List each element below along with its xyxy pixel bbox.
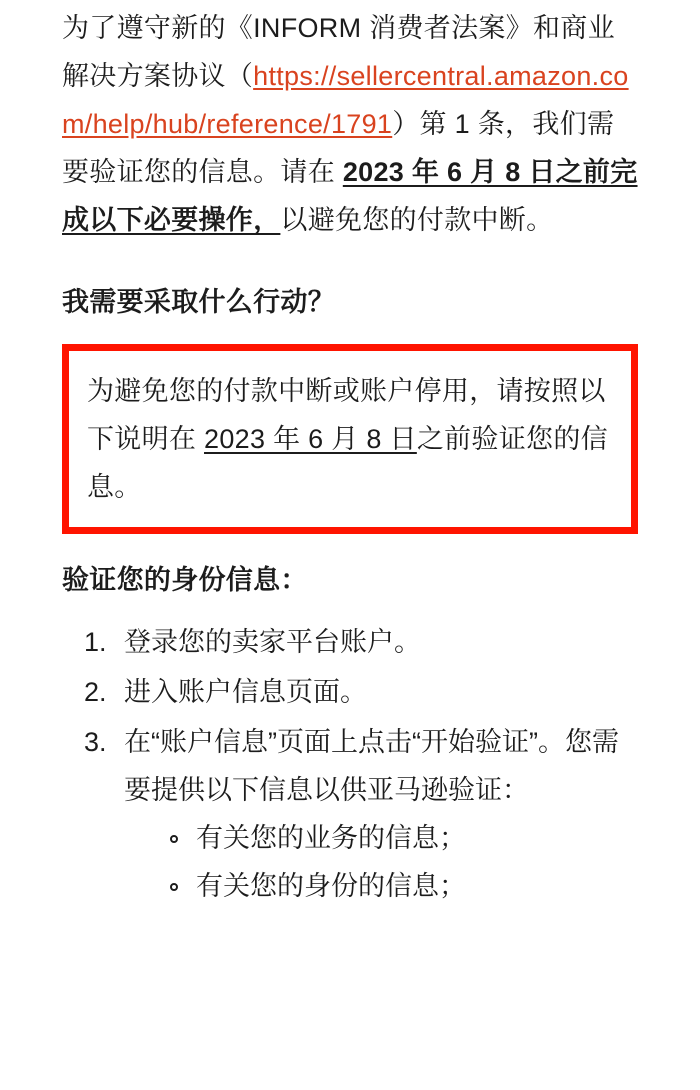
highlight-callout [62, 344, 638, 534]
list-item [114, 718, 638, 910]
list-item [114, 668, 638, 716]
deadline-emphasis: 2023 年 6 月 8 日之前完成以下必要操作， [62, 157, 638, 235]
paren-open: （ [225, 61, 254, 91]
verify-heading: 验证您的身份信息： [62, 565, 308, 595]
intro-paragraph [62, 0, 638, 244]
substeps-list [124, 814, 638, 910]
highlight-after: 之前验证您的信息。 [87, 424, 608, 502]
highlight-before: 为避免您的付款中断或账户停用，请按照以下说明在 [87, 376, 606, 454]
spacer [62, 244, 638, 278]
list-item [168, 814, 638, 862]
step-text: 在“账户信息”页面上点击“开始验证”。您需要提供以下信息以供亚马逊验证： [124, 727, 619, 805]
step-text: 登录您的卖家平台账户。 [124, 627, 421, 657]
highlight-text [87, 367, 617, 511]
list-item [168, 862, 638, 910]
question-heading: 我需要采取什么行动？ [62, 287, 335, 317]
list-item [114, 618, 638, 666]
step-text: 进入账户信息页面。 [124, 677, 367, 707]
substep-text: 有关您的业务的信息； [196, 823, 466, 853]
intro-line-a: 为了遵守新的《INFORM 消费者法案》和商业解决方案协议 [62, 13, 615, 91]
spacer [62, 534, 638, 556]
paren-close-text: ）第 1 条，我们需要验证您的信息。请在 [62, 109, 615, 187]
highlight-date: 2023 年 6 月 8 日 [204, 424, 417, 454]
steps-list [62, 618, 638, 910]
intro-tail: 以避免您的付款中断。 [280, 205, 554, 235]
substep-text: 有关您的身份的信息； [196, 871, 466, 901]
seller-central-link[interactable]: https://sellercentral.amazon.com/help/hub/reference/1791 [62, 61, 629, 139]
